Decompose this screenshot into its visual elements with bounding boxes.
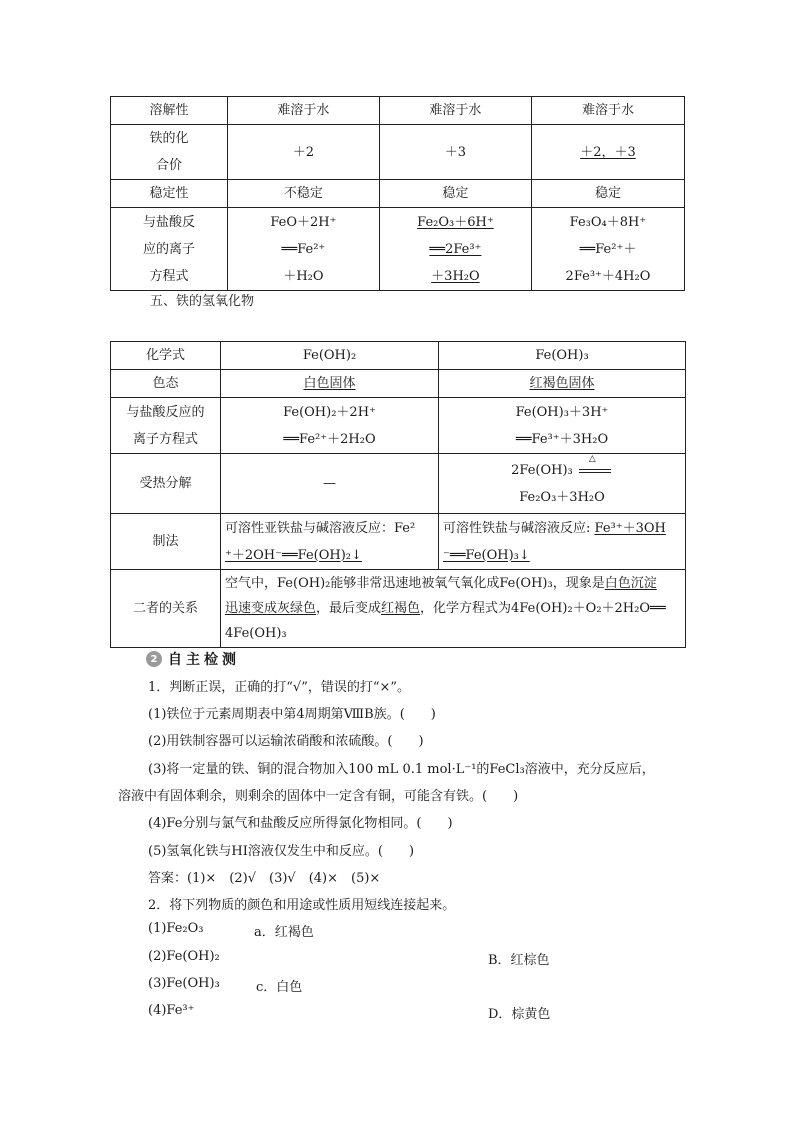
fe-oh2-prep: 可溶性亚铁盐与碱溶液反应：Fe² ⁺＋2OH⁻══Fe(OH)₂↓ bbox=[221, 514, 439, 570]
section-title: 五、铁的氢氧化物 bbox=[150, 294, 255, 309]
row-label: 与盐酸反应的 离子方程式 bbox=[111, 398, 221, 454]
row-label: 色态 bbox=[111, 370, 221, 398]
table-row bbox=[111, 570, 686, 648]
row-label: 化学式 bbox=[111, 342, 221, 370]
question-1-1: (1)铁位于元素周期表中第4周期第ⅧB族。( ) bbox=[148, 707, 436, 722]
table-row bbox=[111, 180, 685, 208]
fe-oh3-formula: Fe(OH)₃ bbox=[439, 342, 686, 370]
table-cell: ＋2 bbox=[227, 125, 379, 180]
relation-text: 空气中，Fe(OH)₂能够非常迅速地被氧气氧化成Fe(OH)₃，现象是白色沉淀 迅速变成灰绿色，最后变成红褐色，化学方程式为4Fe(OH)₂＋O₂＋2H₂O══ 4Fe(OH)₃ bbox=[221, 570, 686, 648]
table-cell: ＋2，＋3 bbox=[531, 125, 684, 180]
match-left-1: (1)Fe₂O₃ bbox=[148, 921, 204, 936]
fe-oh2-reaction: Fe(OH)₂＋2H⁺ ══Fe²⁺＋2H₂O bbox=[221, 398, 439, 454]
table-cell: 稳定 bbox=[379, 180, 531, 208]
match-right-3: c．白色 bbox=[256, 980, 303, 995]
self-check-heading bbox=[146, 650, 240, 668]
table-cell: Fe₂O₃＋6H⁺ ══2Fe³⁺ ＋3H₂O bbox=[379, 208, 531, 291]
table-cell: 难溶于水 bbox=[531, 97, 684, 125]
table-cell: FeO＋2H⁺ ══Fe²⁺ ＋H₂O bbox=[227, 208, 379, 291]
row-label: 受热分解 bbox=[111, 454, 221, 514]
iron-hydroxides-table bbox=[110, 341, 686, 648]
table-cell: Fe₃O₄＋8H⁺ ══Fe²⁺＋ 2Fe³⁺＋4H₂O bbox=[531, 208, 684, 291]
table-cell: ＋3 bbox=[379, 125, 531, 180]
table-cell: 难溶于水 bbox=[379, 97, 531, 125]
self-check-label: 自主检测 bbox=[168, 652, 240, 668]
match-left-2: (2)Fe(OH)₂ bbox=[148, 949, 220, 964]
table-row bbox=[111, 370, 686, 398]
table-row bbox=[111, 97, 685, 125]
question-1-3-cont: 溶液中有固体剩余，则剩余的固体中一定含有铜，可能含有铁。( ) bbox=[118, 789, 519, 804]
fe-oh3-color: 红褐色固体 bbox=[529, 376, 595, 391]
row-label: 溶解性 bbox=[111, 97, 228, 125]
table-row bbox=[111, 342, 686, 370]
table-cell: 不稳定 bbox=[227, 180, 379, 208]
row-label: 制法 bbox=[111, 514, 221, 570]
match-left-4: (4)Fe³⁺ bbox=[148, 1003, 195, 1018]
fe-oh3-heat: 2Fe(OH)₃ △ Fe₂O₃＋3H₂O bbox=[439, 454, 686, 514]
table-row bbox=[111, 125, 685, 180]
number-badge-icon: 2 bbox=[146, 651, 162, 667]
heat-equals-sign bbox=[577, 454, 613, 477]
row-label: 铁的化 合价 bbox=[111, 125, 228, 180]
fe-oh2-color: 白色固体 bbox=[303, 376, 356, 391]
fe-oh2-heat: — bbox=[221, 454, 439, 514]
answer: 答案：(1)× (2)√ (3)√ (4)× (5)× bbox=[148, 871, 381, 886]
match-right-1: a．红褐色 bbox=[254, 925, 314, 940]
match-right-2: B．红棕色 bbox=[488, 953, 550, 968]
match-right-4: D．棕黄色 bbox=[488, 1007, 551, 1022]
row-label: 与盐酸反 应的离子 方程式 bbox=[111, 208, 228, 291]
question-1: 1．判断正误，正确的打“√”，错误的打“×”。 bbox=[148, 680, 411, 695]
table-row bbox=[111, 208, 685, 291]
question-2: 2．将下列物质的颜色和用途或性质用短线连接起来。 bbox=[148, 898, 456, 913]
match-left-3: (3)Fe(OH)₃ bbox=[148, 976, 220, 991]
table-cell: 难溶于水 bbox=[227, 97, 379, 125]
table-row bbox=[111, 398, 686, 454]
heat-triangle-icon: △ bbox=[588, 454, 596, 464]
question-1-4: (4)Fe分别与氯气和盐酸反应所得氯化物相同。( ) bbox=[148, 816, 453, 831]
fe-oh2-formula: Fe(OH)₂ bbox=[221, 342, 439, 370]
table-row bbox=[111, 514, 686, 570]
fe-oh3-prep: 可溶性铁盐与碱溶液反应: Fe³⁺＋3OH ⁻══Fe(OH)₃↓ bbox=[439, 514, 686, 570]
question-1-3: (3)将一定量的铁、铜的混合物加入100 mL 0.1 mol·L⁻¹的FeCl₃溶液中，充分反应后， bbox=[148, 762, 655, 777]
row-label: 二者的关系 bbox=[111, 570, 221, 648]
table-cell: 稳定 bbox=[531, 180, 684, 208]
fe-oh3-reaction: Fe(OH)₃＋3H⁺ ══Fe³⁺＋3H₂O bbox=[439, 398, 686, 454]
question-1-2: (2)用铁制容器可以运输浓硝酸和浓硫酸。( ) bbox=[148, 734, 424, 749]
iron-oxides-table bbox=[110, 96, 685, 291]
row-label: 稳定性 bbox=[111, 180, 228, 208]
question-1-5: (5)氢氧化铁与HI溶液仅发生中和反应。( ) bbox=[148, 844, 415, 859]
table-row bbox=[111, 454, 686, 514]
